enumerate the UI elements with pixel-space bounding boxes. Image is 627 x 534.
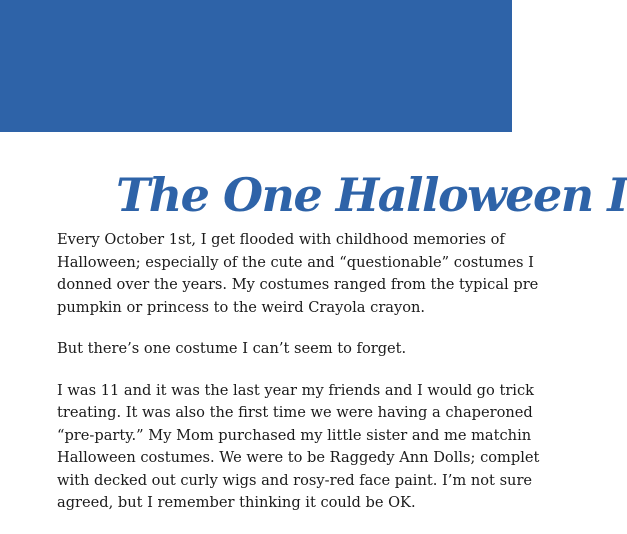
- body-line: I was 11 and it was the last year my friends and I would go trick: [57, 381, 534, 399]
- paragraph-costume: [57, 338, 577, 361]
- article-body: [57, 229, 577, 534]
- body-line: But there’s one costume I can’t seem to forget.: [57, 340, 407, 357]
- body-line: “pre-party.” My Mom purchased my little sister and me matchin: [57, 426, 532, 444]
- header-banner: [0, 0, 512, 132]
- body-line: with decked out curly wigs and rosy-red face paint. I’m not sure: [57, 471, 533, 489]
- body-line: pumpkin or princess to the weird Crayola crayon.: [57, 298, 426, 316]
- body-line: treating. It was also the first time we were having a chaperoned: [57, 404, 533, 421]
- body-line: donned over the years. My costumes ranged from the typical pre: [57, 276, 539, 293]
- paragraph-intro: [57, 229, 577, 319]
- article-title: The One Halloween I: [116, 168, 627, 222]
- body-line: agreed, but I remember thinking it could be OK.: [57, 494, 416, 511]
- body-line: Halloween costumes. We were to be Raggedy Ann Dolls; complet: [57, 449, 540, 466]
- paragraph-story: [57, 380, 577, 515]
- body-line: Halloween; especially of the cute and “questionable” costumes I: [57, 253, 534, 271]
- body-line: Every October 1st, I get flooded with childhood memories of: [57, 231, 505, 248]
